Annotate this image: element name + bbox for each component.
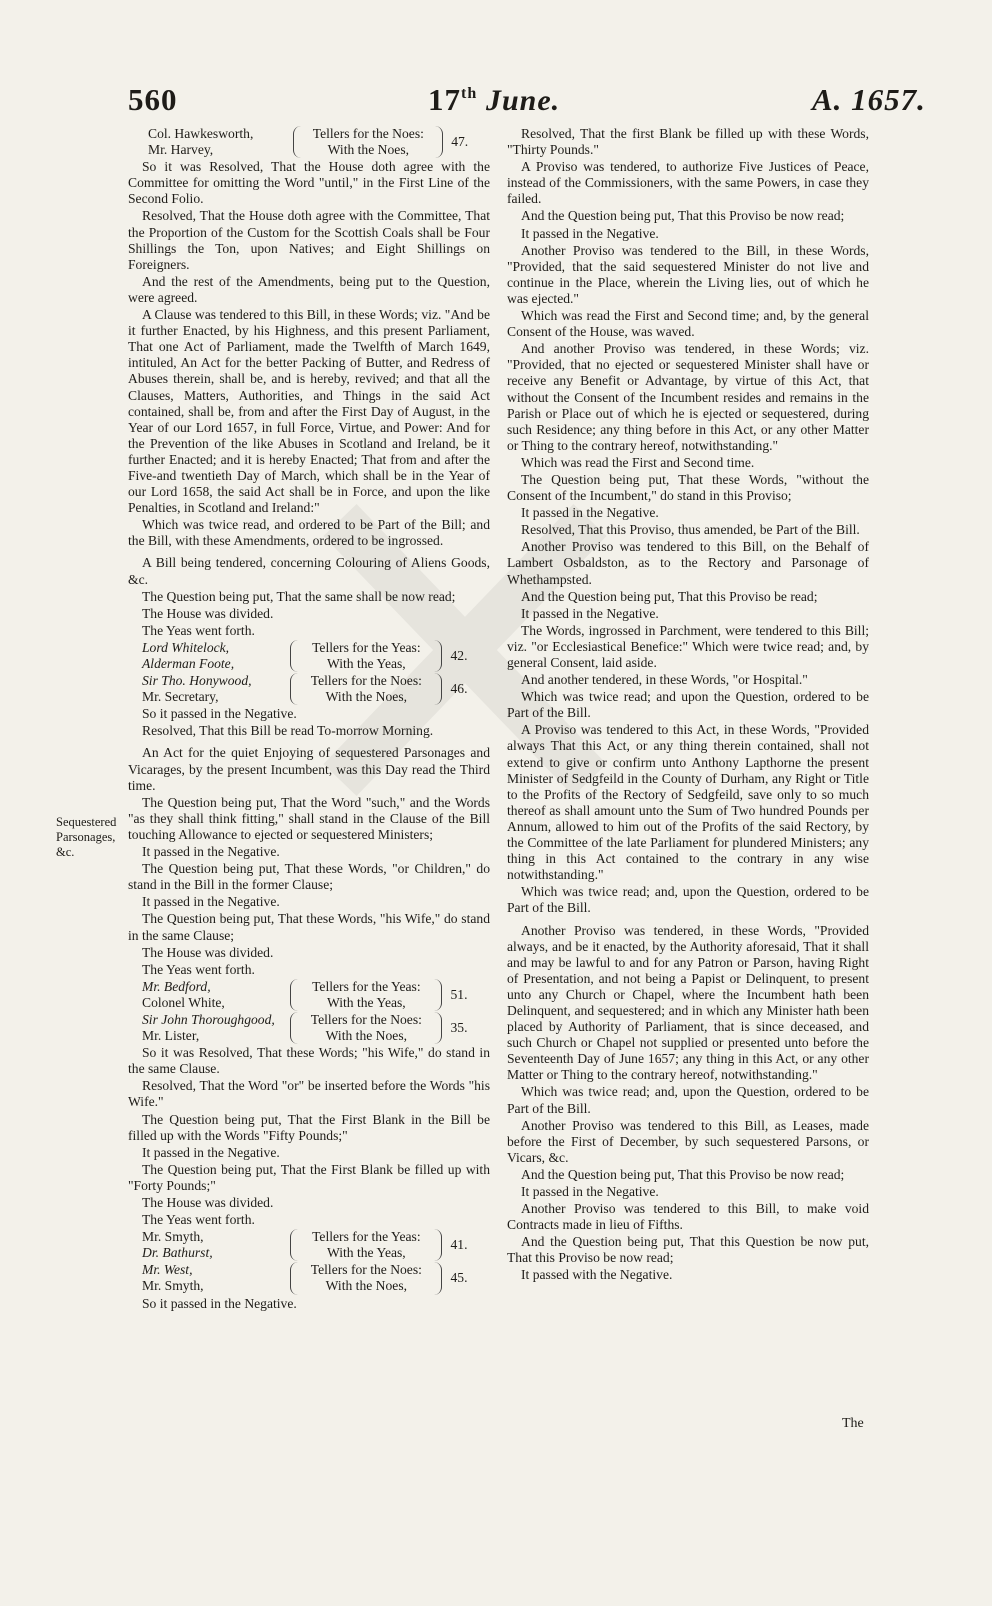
paragraph: It passed in the Negative. [521,225,659,241]
paragraph: And the Question being put, That this Question be now put, That this Proviso be now read; [507,1234,869,1266]
paragraph: The House was divided. [142,605,274,621]
tellers-block [142,640,490,672]
page-number: 560 [128,82,178,117]
teller-name: Mr. Secretary, [142,689,219,705]
date-month: June. [485,84,561,117]
vote-count: 41. [450,1237,468,1253]
paragraph: The Yeas went forth. [142,622,255,638]
teller-role: With the Yeas, [326,1245,406,1261]
paragraph: And another Proviso was tendered, in these Words; viz. "Provided, that no ejected or sequestered Minister shall have or receive any Benefit or Advantage, by virtue of this Act, that without the Consent of the Incumbent resides and remains in the Parish or Place out of which he is ejected or sequestered, during such Residence; any thing before in this Act, or any other Matter or Thing to the contrary hereof, notwithstanding." [507,341,869,453]
left-column [128,126,490,1313]
paragraph: Resolved, That the Word "or" be inserted before the Words "his Wife." [128,1078,490,1110]
vote-count: 51. [450,986,468,1002]
paragraph: Another Proviso was tendered to this Bill, as Leases, made before the First of December, by such sequestered Parsons, or Vicars, &c. [507,1117,869,1165]
teller-name: Mr. West, [142,1262,193,1278]
paragraph: And the rest of the Amendments, being put to the Question, were agreed. [128,273,490,305]
vote-count: 45. [450,1270,468,1286]
paragraph: A Clause was tendered to this Bill, in these Words; viz. "And be it further Enacted, by his Highness, and this present Parliament, That one Act of Parliament, made the Twelfth of March 1649, intituled, An Act for the better Packing of Butter, and Redress of Abuses therein, shall be, and is hereby, revived; and that all the Clauses, Matters, Authorities, and Things in the said Act contained, shall be, from and after the First Day of August, in the Year of our Lord 1657, in full Force, Virtue, and Power: And for the Prevention of the like Abuses in Scotland and Ireland, be it further Enacted; and it is hereby Enacted; That from and after the Five-and twentieth Day of March, which shall be in the Year of our Lord 1658, the said Act shall be in Force, and upon the like Penalties, in Scotland and Ireland:" [128,307,490,516]
paragraph: The House was divided. [142,944,274,960]
paragraph: It passed in the Negative. [142,1144,280,1160]
paragraph: The House was divided. [142,1195,274,1210]
paragraph: Which was twice read; and, upon the Question, ordered to be Part of the Bill. [507,884,869,916]
paragraph: Another Proviso was tendered to this Bill, to make void Contracts made in lieu of Fifths. [507,1201,869,1233]
paragraph: The Words, ingrossed in Parchment, were tendered to this Bill; viz. "or Ecclesiastical Benefice:" Which were twice read; and, by general Consent, laid aside. [507,622,869,670]
teller-name: Mr. Bedford, [142,978,211,994]
paragraph: Resolved, That the House doth agree with the Committee, That the Proportion of the Custom for the Scottish Coals shall be Four Shillings the Ton, upon Natives; and Eight Shillings on Foreigners. [128,208,490,272]
teller-name: Lord Whitelock, [142,639,230,655]
paragraph: The Question being put, That these Words, "his Wife," do stand in the same Clause; [128,911,490,943]
teller-role: With the Noes, [327,142,410,158]
paragraph: It passed with the Negative. [521,1267,673,1283]
paragraph: The Question being put, That the First Blank in the Bill be filled up with the Words "Fifty Pounds;" [128,1111,490,1143]
paragraph: A Proviso was tendered to this Act, in these Words, "Provided always That this Act, or any thing therein contained, shall not extend to give or confirm unto Anthony Lapthorne the present Minister of Sedgfeild in the County of Durham, any Right or Title to the Profits of the Rectory of Sedgfeild, save only to so much thereof as shall amount unto the Sum of Two hundred Pounds per Annum, allowed to him out of the Profits of the said Rectory, by the Committee of the late Parliament for plundered Ministers; any thing in this Act contained to the contrary in any wise notwithstanding." [507,722,869,883]
paragraph: An Act for the quiet Enjoying of sequestered Parsonages and Vicarages, by the present Incumbent, was this Day read the Third time. [128,745,490,793]
margin-note: Sequestered Parsonages, &c. [56,815,117,859]
paragraph: It passed in the Negative. [521,605,659,621]
teller-role: Tellers for the Noes: [310,1262,422,1278]
teller-role: Tellers for the Yeas: [312,978,421,994]
teller-role: With the Yeas, [326,656,406,671]
paragraph: Which was twice read; and upon the Question, ordered to be Part of the Bill. [507,689,869,721]
teller-name: Colonel White, [142,994,225,1010]
paragraph: And the Question being put, That this Proviso be now read; [521,1166,845,1182]
paragraph: Which was twice read, and ordered to be Part of the Bill; and the Bill, with these Amendments, ordered to be ingrossed. [128,517,490,549]
paragraph: So it was Resolved, That the House doth agree with the Committee for omitting the Word "until," in the First Line of the Second Folio. [128,159,490,207]
paragraph: And another tendered, in these Words, "or Hospital." [521,672,808,688]
paragraph: The Question being put, That these Words, "without the Consent of the Incumbent," do stand in this Proviso; [507,471,869,504]
paragraph: Another Proviso was tendered, in these Words, "Provided always, and be it enacted, by the Authority aforesaid, That it shall and may be lawful to and for any Patron or Parson, having Right of Presentation, and not being a Papist or Delinquent, to present unto any Church or Chapel, where the Incumbent hath been Delinquent, and sequestered; and in which any Minister hath been placed by Authority of Parliament, that is since deceased, and such Church or Chapel not supplied or presented unto before the Seventeenth Day of June 1657; any thing in this Act, or any other Matter or Thing to the contrary hereof, notwithstanding." [507,922,869,1083]
paragraph: Resolved, That this Bill be read To-morrow Morning. [142,723,434,739]
paragraph: It passed in the Negative. [142,894,280,910]
paragraph: The Question being put, That the First Blank be filled up with "Forty Pounds;" [128,1161,490,1193]
paragraph: A Bill being tendered, concerning Colouring of Aliens Goods, &c. [128,555,490,587]
paragraph: The Question being put, That the same shall be now read; [142,588,456,604]
catchword: The [842,1416,864,1431]
teller-name: Sir John Thoroughgood, [142,1011,275,1027]
date-suffix: th [461,85,478,102]
paragraph: Which was read the First and Second time; and, by the general Consent of the House, was waved. [507,308,869,340]
paragraph: Resolved, That the first Blank be filled up with these Words, "Thirty Pounds." [507,126,869,158]
right-column [507,126,869,1285]
tellers-block [142,1012,490,1044]
paragraph: So it passed in the Negative. [142,706,297,722]
paragraph: Another Proviso was tendered to the Bill, in these Words, "Provided, that the said sequestered Minister do not live and continue in the Place, wherein the Living lies, out of which he was ejected." [507,242,869,306]
paragraph: It passed in the Negative. [521,505,659,521]
vote-count: 47. [451,134,469,150]
paragraph: Another Proviso was tendered to this Bill, on the Behalf of Lambert Osbaldston, as to the Rectory and Parsonage of Whethampsted. [507,539,869,587]
teller-name: Col. Hawkesworth, [148,126,254,141]
running-date [428,82,560,118]
teller-role: Tellers for the Noes: [310,673,422,689]
teller-name: Mr. Lister, [142,1028,200,1044]
teller-name: Alderman Foote, [142,656,235,671]
vote-count: 46. [450,681,468,697]
teller-name: Mr. Harvey, [148,142,214,158]
tellers-block [142,1229,490,1261]
date-day: 17 [428,82,461,117]
paragraph: The Yeas went forth. [142,1212,255,1228]
paragraph: It passed in the Negative. [142,844,280,860]
paragraph: The Question being put, That the Word "such," and the Words "as they shall think fitting," shall stand in the Clause of the Bill touching Allowance to ejected or sequestered Ministers; [128,794,490,842]
paragraph: And the Question being put, That this Proviso be now read; [521,208,845,224]
tellers-block [148,126,490,158]
teller-name: Mr. Smyth, [142,1229,204,1245]
paragraph: So it passed in the Negative. [142,1295,297,1311]
teller-name: Dr. Bathurst, [142,1245,213,1261]
teller-role: Tellers for the Yeas: [312,639,421,655]
paragraph: The Yeas went forth. [142,961,255,977]
teller-role: With the Noes, [325,689,408,705]
tellers-block [142,1262,490,1294]
tellers-block [142,673,490,705]
vote-count: 35. [450,1020,468,1036]
teller-name: Sir Tho. Honywood, [142,673,252,689]
paragraph: The Question being put, That these Words, "or Children," do stand in the Bill in the former Clause; [128,861,490,893]
paragraph: A Proviso was tendered, to authorize Five Justices of Peace, instead of the Commissioners, with the same Powers, in case they failed. [507,159,869,207]
running-year: A. 1657. [812,82,926,117]
paragraph: Which was twice read; and, upon the Question, ordered to be Part of the Bill. [507,1084,869,1116]
tellers-block [142,979,490,1011]
teller-role: With the Noes, [325,1278,408,1294]
teller-role: With the Yeas, [326,994,406,1010]
teller-role: Tellers for the Noes: [312,126,424,141]
teller-name: Mr. Smyth, [142,1278,204,1294]
vote-count: 42. [450,647,468,663]
paragraph: It passed in the Negative. [521,1184,659,1199]
paragraph: Which was read the First and Second time. [521,454,755,470]
teller-role: With the Noes, [325,1028,408,1044]
paragraph: Resolved, That this Proviso, thus amended, be Part of the Bill. [521,522,860,538]
paragraph: And the Question being put, That this Proviso be read; [521,588,818,604]
paragraph: So it was Resolved, That these Words; "his Wife," do stand in the same Clause. [128,1045,490,1077]
teller-role: Tellers for the Noes: [310,1011,422,1027]
teller-role: Tellers for the Yeas: [312,1229,421,1245]
